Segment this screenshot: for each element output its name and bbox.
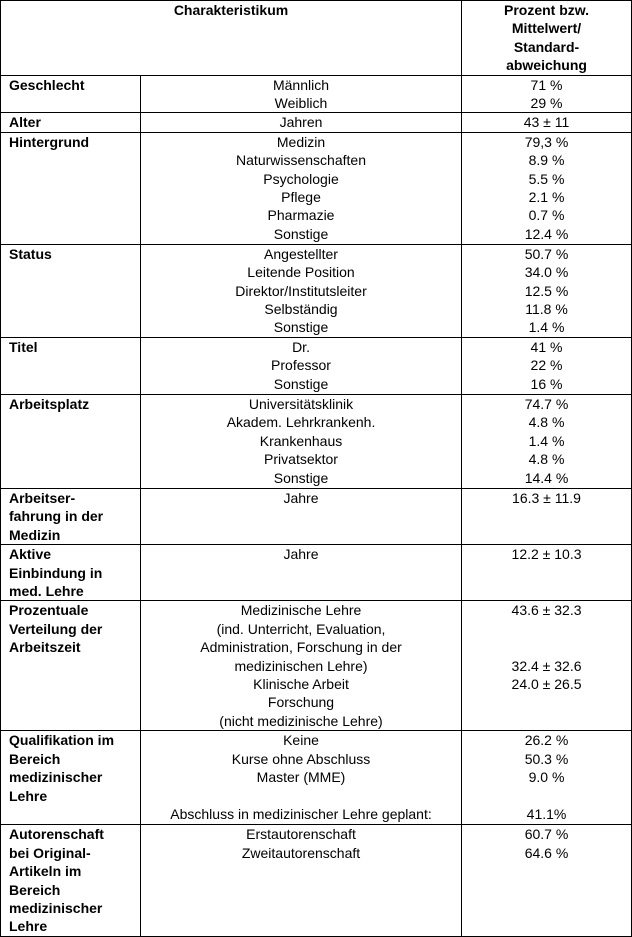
category-label: Bereich (9, 881, 61, 898)
subcategory-label: Keine (283, 732, 319, 749)
value-cell (462, 488, 632, 544)
subcategory-cell (141, 601, 462, 731)
subcategory-label (145, 787, 457, 805)
category-label: Lehre (9, 918, 48, 935)
value-cell (462, 545, 632, 601)
category-label: Titel (9, 338, 38, 355)
value-label: 29 % (530, 95, 563, 112)
value-label: 32.4 ± 32.6 (511, 657, 582, 674)
category-label: Bereich (9, 750, 61, 767)
value-label: 50.7 % (524, 245, 569, 262)
value-label: 79,3 % (524, 133, 569, 150)
value-label: 24.0 ± 26.5 (511, 675, 582, 692)
value-label (466, 620, 627, 638)
category-cell (1, 244, 141, 337)
category-cell (1, 825, 141, 936)
category-label: Lehre (9, 787, 48, 804)
subcategory-label: Jahre (283, 489, 319, 506)
category-label: Autorenschaft (9, 826, 104, 843)
subcategory-cell (141, 488, 462, 544)
value-label: 22 % (530, 357, 563, 374)
table-row (1, 488, 632, 544)
category-label: Arbeitsplatz (9, 395, 90, 412)
subcategory-cell (141, 113, 462, 132)
table-row (1, 132, 632, 244)
subcategory-label: Direktor/Institutsleiter (235, 282, 367, 299)
subcategory-label: Selbständig (264, 301, 338, 318)
value-label (466, 787, 627, 805)
value-cell (462, 601, 632, 731)
subcategory-cell (141, 545, 462, 601)
category-label: Einbindung in (9, 564, 103, 581)
category-cell (1, 75, 141, 113)
header-value-line: Standard- (513, 38, 580, 55)
header-value-line: abweichung (506, 57, 587, 74)
subcategory-label: Professor (271, 357, 331, 374)
subcategory-label: Naturwissenschaften (236, 152, 366, 169)
category-label: fahrung in der (9, 508, 104, 525)
value-label: 71 % (530, 76, 563, 93)
subcategory-label: (ind. Unterricht, Evaluation, (216, 620, 386, 637)
subcategory-label: Psychologie (263, 170, 339, 187)
value-label: 1.4 % (528, 319, 565, 336)
category-cell (1, 113, 141, 132)
value-cell (462, 337, 632, 394)
category-label: Hintergrund (9, 133, 90, 150)
category-label: medizinischer (9, 899, 103, 916)
category-cell (1, 132, 141, 244)
subcategory-cell (141, 731, 462, 825)
value-cell (462, 731, 632, 825)
category-label: Medizin (9, 526, 61, 543)
subcategory-label: Männlich (272, 76, 330, 93)
subcategory-cell (141, 75, 462, 113)
value-label (466, 693, 627, 711)
subcategory-label: Pharmazie (267, 207, 335, 224)
subcategory-label: Erstautorenschaft (246, 826, 356, 843)
value-cell (462, 244, 632, 337)
value-label: 43 ± 11 (523, 114, 570, 131)
value-label: 12.5 % (524, 282, 569, 299)
category-label: Verteilung der (9, 620, 103, 637)
subcategory-label: Angestellter (264, 245, 338, 262)
subcategory-cell (141, 337, 462, 394)
category-cell (1, 731, 141, 825)
subcategory-label: Pflege (281, 189, 321, 206)
category-label: Aktive (9, 546, 52, 563)
value-cell (462, 394, 632, 488)
header-value (462, 1, 632, 76)
value-label: 41 % (530, 338, 563, 355)
header-value-line: Prozent bzw. (503, 2, 590, 18)
subcategory-label: Akadem. Lehrkrankenh. (226, 414, 376, 431)
table-header-row (1, 1, 632, 76)
subcategory-label: Sonstige (273, 375, 329, 392)
category-label: bei Original- (9, 844, 91, 861)
value-label: 14.4 % (524, 469, 569, 486)
table-row (1, 545, 632, 601)
subcategory-label: Master (MME) (256, 769, 346, 786)
table-row (1, 75, 632, 113)
category-cell (1, 545, 141, 601)
value-label: 11.8 % (525, 301, 568, 318)
subcategory-label: Zweitautorenschaft (241, 844, 361, 861)
value-label: 43.6 ± 32.3 (511, 602, 582, 619)
category-cell (1, 337, 141, 394)
value-label: 64.6 % (524, 844, 569, 861)
category-label: Alter (9, 114, 41, 131)
category-cell (1, 601, 141, 731)
value-cell (462, 113, 632, 132)
table-row (1, 394, 632, 488)
subcategory-label: Universitätsklinik (248, 395, 354, 412)
subcategory-label: Leitende Position (247, 264, 355, 281)
subcategory-label: Jahren (279, 114, 323, 131)
subcategory-label: Privatsektor (264, 451, 338, 468)
subcategory-label: Jahre (283, 546, 319, 563)
subcategory-label: Forschung (267, 694, 335, 711)
table-row (1, 337, 632, 394)
table-row (1, 601, 632, 731)
value-label: 4.8 % (528, 451, 565, 468)
value-label: 1.4 % (528, 432, 565, 449)
subcategory-cell (141, 244, 462, 337)
subcategory-label: Sonstige (273, 319, 329, 336)
header-value-line: Mittelwert/ (511, 20, 582, 37)
category-label: Arbeitser- (9, 489, 76, 506)
table-body (1, 75, 632, 936)
value-label: 34.0 % (524, 264, 569, 281)
category-label: Status (9, 245, 52, 262)
subcategory-label: Dr. (292, 338, 310, 355)
value-label: 4.8 % (528, 414, 565, 431)
subcategory-label: Krankenhaus (259, 432, 343, 449)
value-label: 16.3 ± 11.9 (512, 489, 581, 506)
value-label: 16 % (530, 375, 563, 392)
value-label: 50.3 % (524, 750, 569, 767)
value-label: 5.5 % (528, 170, 565, 187)
value-label: 12.2 ± 10.3 (511, 546, 582, 563)
subcategory-cell (141, 825, 462, 936)
subcategory-label: Weiblich (274, 95, 328, 112)
subcategory-cell (141, 132, 462, 244)
value-label: 41.1% (526, 805, 567, 822)
value-label (466, 712, 627, 730)
table-row (1, 825, 632, 936)
subcategory-label: medizinischen Lehre) (234, 657, 368, 674)
value-label (466, 638, 627, 656)
category-cell (1, 394, 141, 488)
subcategory-cell (141, 394, 462, 488)
subcategory-label: Sonstige (273, 469, 329, 486)
value-label: 8.9 % (528, 152, 565, 169)
value-label: 12.4 % (524, 225, 569, 242)
category-label: Qualifikation im (9, 732, 115, 749)
category-label: med. Lehre (9, 582, 84, 599)
category-label: Artikeln im (9, 863, 82, 880)
subcategory-label: Medizin (276, 133, 326, 150)
subcategory-label: Administration, Forschung in der (200, 639, 402, 656)
table-row (1, 113, 632, 132)
category-label: Prozentuale (9, 602, 89, 619)
category-label: medizinischer (9, 769, 103, 786)
subcategory-label: Sonstige (273, 225, 329, 242)
value-label: 0.7 % (528, 207, 565, 224)
value-cell (462, 132, 632, 244)
value-label: 9.0 % (528, 769, 565, 786)
subcategory-label: Abschluss in medizinischer Lehre geplant: (170, 805, 432, 822)
value-label: 74.7 % (524, 395, 569, 412)
value-label: 2.1 % (528, 189, 565, 206)
subcategory-label: Klinische Arbeit (253, 675, 349, 692)
category-cell (1, 488, 141, 544)
header-characteristic: Charakteristikum (1, 1, 462, 76)
category-label: Arbeitszeit (9, 639, 81, 656)
table-row (1, 731, 632, 825)
value-label: 26.2 % (524, 732, 569, 749)
subcategory-label: (nicht medizinische Lehre) (219, 712, 383, 729)
table-row (1, 244, 632, 337)
value-cell (462, 825, 632, 936)
value-cell (462, 75, 632, 113)
subcategory-label: Medizinische Lehre (240, 602, 362, 619)
value-label: 60.7 % (524, 826, 569, 843)
category-label: Geschlecht (9, 76, 85, 93)
subcategory-label: Kurse ohne Abschluss (231, 750, 371, 767)
